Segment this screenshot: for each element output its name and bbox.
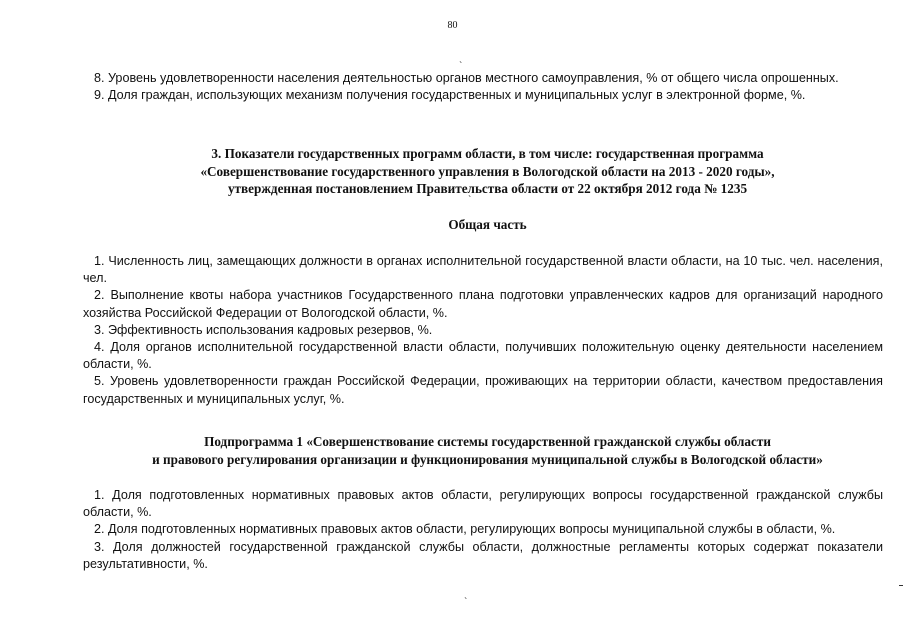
top-list [83, 70, 883, 104]
list-item: 5. Уровень удовлетворенности граждан Российской Федерации, проживающих на территории области, качеством предоставления государственных и муниципальных услуг, %. [83, 374, 883, 406]
list-item: 4. Доля органов исполнительной государственной власти области, получивших положительную оценку деятельности населением области, %. [83, 340, 883, 372]
list-item: 1. Численность лиц, замещающих должности в органах исполнительной государственной власти области, на 10 тыс. чел. населения, чел. [83, 254, 883, 286]
list-item: 3. Эффективность использования кадровых резервов, %. [94, 322, 433, 337]
section-3-subheading [70, 216, 905, 234]
heading-line: и правового регулирования организации и функционирования муниципальной службы в Вологодской области» [152, 451, 823, 467]
subprogram-1-heading [70, 433, 905, 468]
list-item: 2. Доля подготовленных нормативных правовых актов области, регулирующих вопросы муниципальной службы в области, %. [94, 522, 836, 537]
heading-line: Подпрограмма 1 «Совершенствование системы государственной гражданской службы области [204, 434, 771, 449]
general-part-list [83, 253, 883, 408]
section-3-heading [70, 145, 905, 198]
scan-speck: ˋ [459, 61, 463, 72]
list-item: 8. Уровень удовлетворенности населения деятельностью органов местного самоуправления, % от общего числа опрошенных. [94, 71, 839, 85]
list-item: 1. Доля подготовленных нормативных правовых актов области, регулирующих вопросы государственной гражданской службы области, %. [83, 488, 883, 520]
subprogram-1-list [83, 487, 883, 573]
list-item: 3. Доля должностей государственной гражданской службы области, должностные регламенты которых содержат показатели результативности, %. [83, 539, 883, 571]
scan-speck: ˋ [468, 195, 472, 206]
heading-line: утвержденная постановлением Правительства области от 22 октября 2012 года № 1235 [227, 181, 748, 197]
margin-mark [899, 585, 903, 586]
heading-line: 3. Показатели государственных программ области, в том числе: государственная программа [211, 146, 764, 161]
list-item: 9. Доля граждан, использующих механизм получения государственных и муниципальных услуг в электронной форме, %. [94, 88, 806, 103]
subheading-text: Общая часть [448, 217, 527, 232]
list-item: 2. Выполнение квоты набора участников Государственного плана подготовки управленческих кадров для организаций народного хозяйства Российской Федерации от Вологодской области, %. [83, 288, 883, 320]
page-number: 80 [447, 20, 458, 31]
heading-line: «Совершенствование государственного управления в Вологодской области на 2013 - 2020 годы», [200, 163, 775, 179]
scan-speck: ˋ [464, 597, 468, 608]
